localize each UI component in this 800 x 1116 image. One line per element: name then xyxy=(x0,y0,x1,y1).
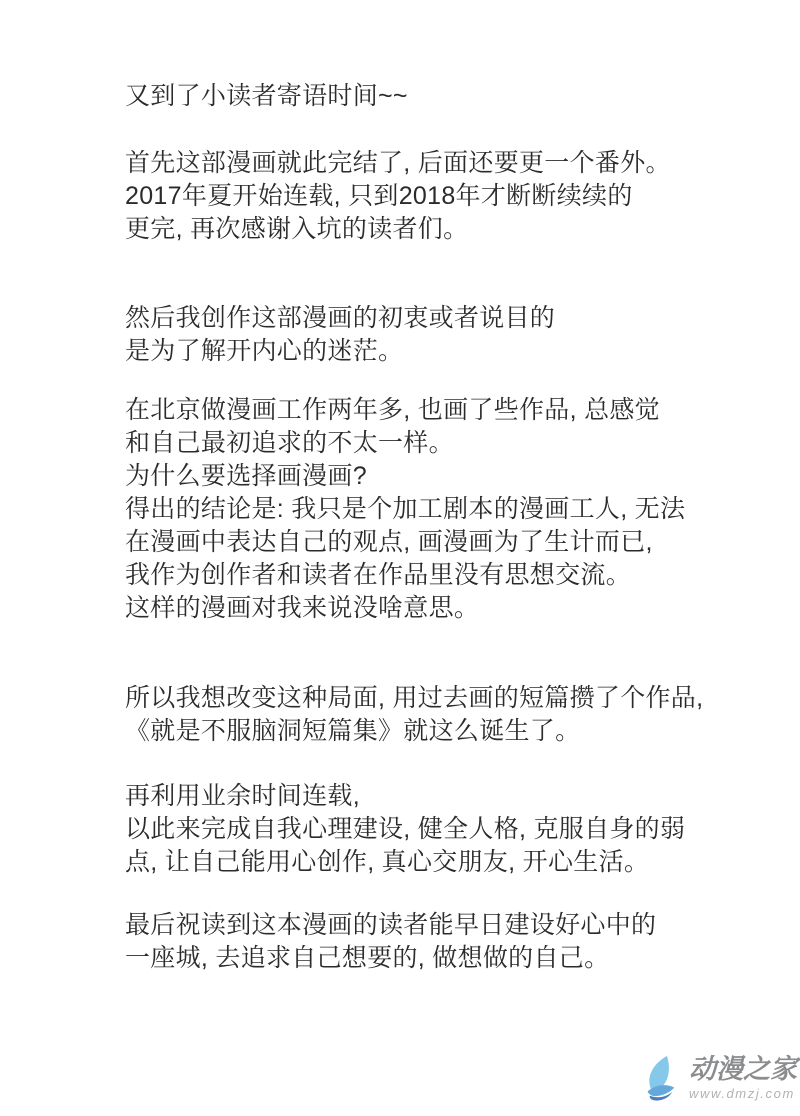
text-line: 得出的结论是: 我只是个加工剧本的漫画工人, 无法 xyxy=(125,495,686,523)
text-line: 以此来完成自我心理建设, 健全人格, 克服自身的弱 xyxy=(125,815,686,843)
text-line: 和自己最初追求的不太一样。 xyxy=(125,429,454,457)
text-line: 我作为创作者和读者在作品里没有思想交流。 xyxy=(125,561,632,589)
paragraph xyxy=(125,909,765,975)
text-line: 这样的漫画对我来说没啥意思。 xyxy=(125,594,480,622)
text-line: 一座城, 去追求自己想要的, 做想做的自己。 xyxy=(125,944,610,972)
text-line: 再利用业余时间连载, xyxy=(125,782,360,810)
paragraph xyxy=(125,780,765,879)
text-line: 最后祝读到这本漫画的读者能早日建设好心中的 xyxy=(125,911,657,939)
paragraph xyxy=(125,302,765,368)
text-line: 点, 让自己能用心创作, 真心交朋友, 开心生活。 xyxy=(125,848,650,876)
text-line: 又到了小读者寄语时间~~ xyxy=(125,82,408,110)
dmzj-watermark xyxy=(644,1049,797,1107)
paragraph xyxy=(125,147,765,246)
text-line: 在漫画中表达自己的观点, 画漫画为了生计而已, xyxy=(125,528,653,556)
site-name: 动漫之家 xyxy=(689,1054,797,1084)
text-line: 2017年夏开始连载, 只到2018年才断断续续的 xyxy=(125,182,633,210)
site-url: www.dmzj.com xyxy=(689,1086,795,1101)
text-line: 所以我想改变这种局面, 用过去画的短篇攒了个作品, xyxy=(125,684,704,712)
text-line: 《就是不服脑洞短篇集》就这么诞生了。 xyxy=(125,717,581,745)
text-line: 为什么要选择画漫画? xyxy=(125,462,367,490)
dmzj-logo-text xyxy=(689,1055,797,1101)
afterword-text xyxy=(125,80,765,975)
text-line: 在北京做漫画工作两年多, 也画了些作品, 总感觉 xyxy=(125,396,660,424)
text-line: 更完, 再次感谢入坑的读者们。 xyxy=(125,215,469,243)
paragraph xyxy=(125,80,765,113)
text-line: 是为了解开内心的迷茫。 xyxy=(125,337,404,365)
paragraph xyxy=(125,394,765,625)
text-line: 然后我创作这部漫画的初衷或者说目的 xyxy=(125,304,556,332)
dmzj-flame-icon xyxy=(644,1049,678,1107)
paragraph xyxy=(125,682,765,748)
text-line: 首先这部漫画就此完结了, 后面还要更一个番外。 xyxy=(125,149,671,177)
